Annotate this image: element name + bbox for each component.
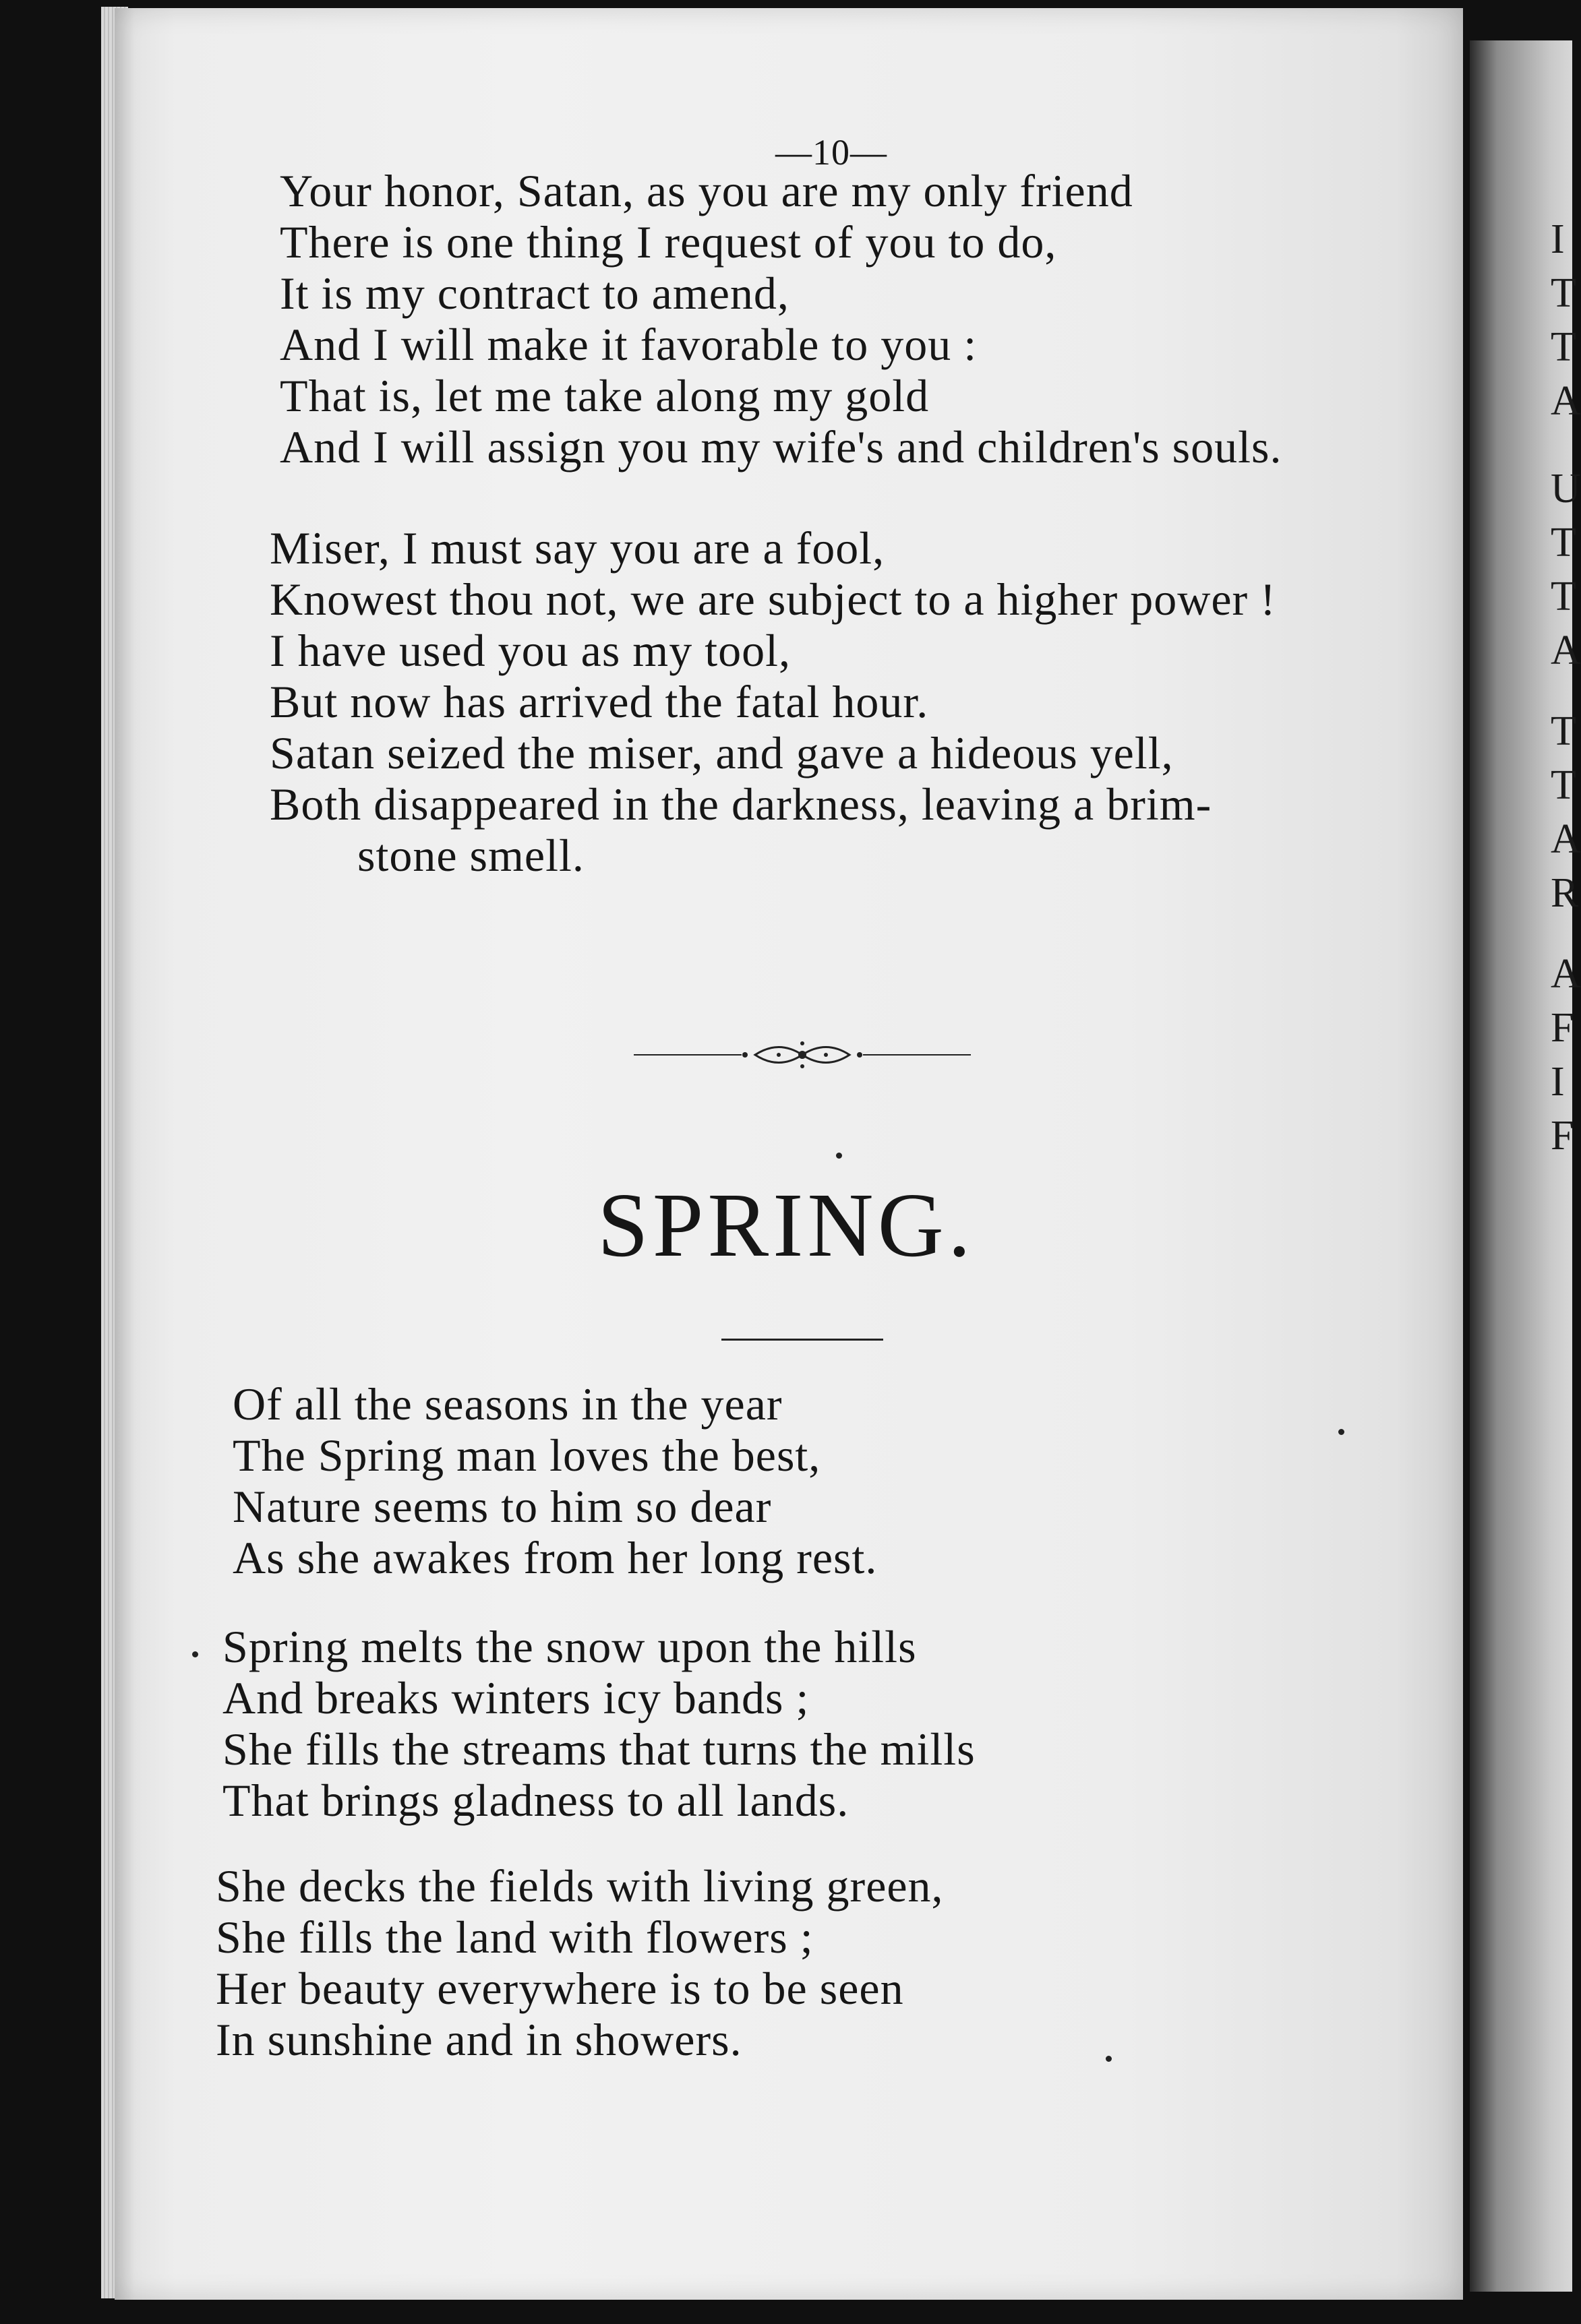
verse-line: Your honor, Satan, as you are my only friend <box>280 165 1133 216</box>
ink-speck <box>1106 2056 1112 2062</box>
verse-line: And I will make it favorable to you : <box>280 319 978 370</box>
facing-letter: U <box>1551 466 1581 512</box>
verse-line: It is my contract to amend, <box>280 268 789 319</box>
verse-line: She fills the land with flowers ; <box>216 1912 814 1963</box>
facing-letter: A <box>1551 951 1581 997</box>
facing-letter: R <box>1551 870 1579 916</box>
spring-stanza-3 <box>216 1860 944 2065</box>
facing-letter: A <box>1551 816 1581 862</box>
ink-speck <box>192 1651 198 1657</box>
verse-line: Of all the seasons in the year <box>233 1378 783 1430</box>
verse-line: Satan seized the miser, and gave a hideous yell, <box>270 727 1174 778</box>
verse-line: That is, let me take along my gold <box>280 370 930 421</box>
facing-letter: T <box>1551 520 1576 565</box>
poem-one-stanza-1 <box>280 165 1282 472</box>
verse-line: Spring melts the snow upon the hills <box>222 1621 917 1672</box>
verse-line: Nature seems to him so dear <box>233 1481 772 1532</box>
facing-letter: T <box>1551 270 1576 316</box>
verse-line: Knowest thou not, we are subject to a higher power ! <box>270 574 1276 625</box>
poem-title: SPRING. <box>597 1175 975 1276</box>
facing-letter: T <box>1551 762 1576 808</box>
ink-speck <box>1338 1429 1344 1435</box>
verse-line: stone smell. <box>357 830 585 881</box>
verse-line: As she awakes from her long rest. <box>233 1532 878 1583</box>
verse-line: There is one thing I request of you to do, <box>280 216 1057 268</box>
spring-stanza-1 <box>233 1378 877 1583</box>
facing-letter: I <box>1551 216 1565 262</box>
verse-line: In sunshine and in showers. <box>216 2014 742 2065</box>
facing-letter: I <box>1551 1059 1565 1105</box>
spring-stanza-2 <box>222 1621 976 1826</box>
poem-one-stanza-2 <box>270 522 1276 881</box>
verse-line: And breaks winters icy bands ; <box>222 1672 810 1723</box>
verse-line: And I will assign you my wife's and children's souls. <box>280 421 1282 472</box>
verse-line: Her beauty everywhere is to be seen <box>216 1963 904 2014</box>
facing-letter: F <box>1551 1113 1574 1159</box>
verse-line: She fills the streams that turns the mills <box>222 1723 976 1775</box>
verse-line: The Spring man loves the best, <box>233 1430 821 1481</box>
verse-line: Miser, I must say you are a fool, <box>270 522 885 574</box>
facing-letter: T <box>1551 324 1576 370</box>
page-number: —10— <box>775 132 887 173</box>
verse-line: I have used you as my tool, <box>270 625 791 676</box>
facing-letter: T <box>1551 574 1576 619</box>
ink-speck <box>836 1153 842 1159</box>
facing-letter: A <box>1551 378 1581 424</box>
facing-letter: F <box>1551 1005 1574 1051</box>
verse-line: That brings gladness to all lands. <box>222 1775 849 1826</box>
verse-line: She decks the fields with living green, <box>216 1860 944 1912</box>
verse-line: But now has arrived the fatal hour. <box>270 676 929 727</box>
facing-letter: A <box>1551 628 1581 673</box>
verse-line: Both disappeared in the darkness, leaving a brim- <box>270 778 1212 830</box>
facing-letter: T <box>1551 708 1576 754</box>
ornament-divider <box>634 1038 984 1072</box>
title-rule <box>721 1339 883 1341</box>
